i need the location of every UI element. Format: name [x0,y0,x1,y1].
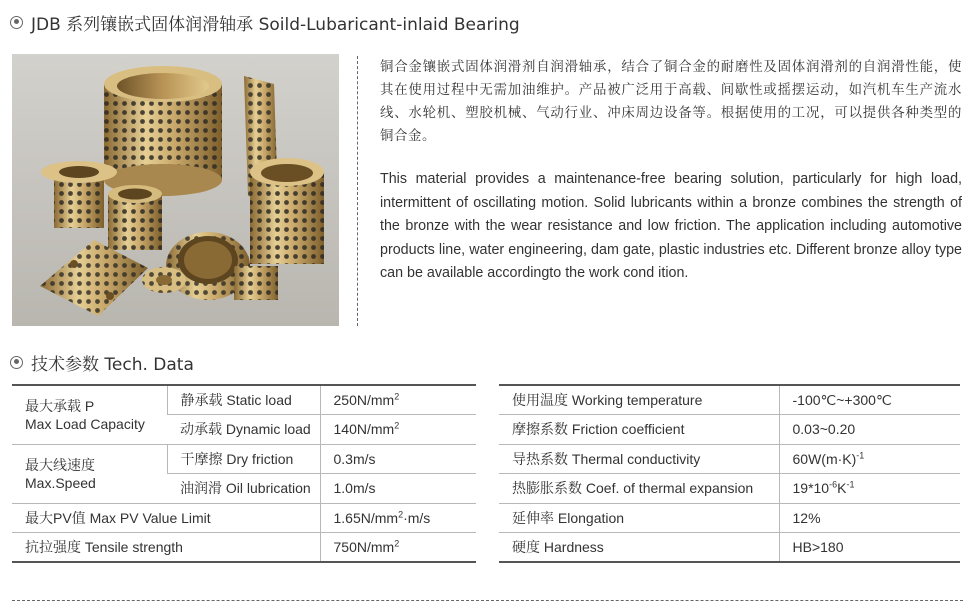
vertical-divider [357,56,358,326]
thrust-washer [142,267,186,293]
tensile-strength-label: 抗拉强度 Tensile strength [12,533,320,563]
friction-coefficient-value: 0.03~0.20 [779,415,960,445]
hardness-value: HB>180 [779,533,960,563]
dry-friction-label: 干摩擦 Dry friction [167,444,320,474]
bearing-product-photo [12,54,339,326]
pv-limit-label: 最大PV值 Max PV Value Limit [12,503,320,533]
description-english: This material provides a maintenance-free bearing solution, particularly for high load, intermittent of oscillating motion. Solid lubricants within a bronze combines the strength of the bronze with the wear resistance and low friction. The application including automotive products line, water engineering, dam gate, plastic industries etc. Different bronze alloy type can be available accordingto the work cond ition. [380,171,962,281]
bearing-photo-illustration [12,54,339,326]
elongation-label: 延伸率 Elongation [499,503,779,533]
pv-limit-value: $1.65N/mm^2\cdot m/s$ [320,503,476,533]
table-row [499,415,960,445]
static-load-label: 静承载 Static load [167,385,320,415]
table-row [499,444,960,474]
bottom-divider [12,600,963,601]
max-load-group-cell [12,385,167,444]
description-chinese: 铜合金镶嵌式固体润滑剂自润滑轴承，结合了铜合金的耐磨性及固体润滑剂的自润滑性能，使其在使用过程中无需加油维护。产品被广泛用于高载、间歇性或摇摆运动，如汽机车生产流水线、水轮机、塑胶机械、气动行业、冲床周边设备等。根据使用的工况，可以提供各种类型的铜合金。 [380,60,962,144]
dynamic-load-label: 动承载 Dynamic load [167,415,320,445]
table-row [499,503,960,533]
table-row [499,385,960,415]
max-load-label-cn: 最大承载 P [25,397,95,414]
table-row [12,385,476,415]
max-load-label-en: Max Load Capacity [25,415,145,432]
max-speed-label-en: Max.Speed [25,474,96,491]
tech-data-title: 技术参数 Tech. Data [31,354,194,375]
oil-lubrication-label: 油润滑 Oil lubrication [167,474,320,504]
dry-friction-value: 0.3m/s [320,444,476,474]
tensile-strength-value: $750N/mm^2$ [320,533,476,563]
working-temperature-label: 使用温度 Working temperature [499,385,779,415]
working-temperature-value: -100℃~+300℃ [779,385,960,415]
section-title-tech-data [10,350,194,374]
thermal-conductivity-label: 导热系数 Thermal conductivity [499,444,779,474]
section-title-product [10,10,520,34]
table-row [12,444,476,474]
oil-lubrication-value: 1.0m/s [320,474,476,504]
thermal-expansion-value: $19*10^{-6}K^{-1}$ [779,474,960,504]
thermal-conductivity-value: $60W(m\cdot K)^{-1}$ [779,444,960,474]
spec-table-right [499,384,960,563]
large-bushing [104,66,222,196]
spec-table-left [12,384,476,563]
hardness-label: 硬度 Hardness [499,533,779,563]
table-row [12,533,476,563]
right-bushing [250,158,324,264]
max-speed-label-cn: 最大线速度 [25,456,95,473]
dynamic-load-value: $140N/mm^2$ [320,415,476,445]
thermal-expansion-label: 热膨胀系数 Coef. of thermal expansion [499,474,779,504]
circle-bullet-icon [10,356,23,369]
circle-bullet-icon [10,16,23,29]
friction-coefficient-label: 摩擦系数 Friction coefficient [499,415,779,445]
table-row [12,503,476,533]
table-row [499,474,960,504]
table-row [499,533,960,563]
guide-block [234,266,278,300]
elongation-value: 12% [779,503,960,533]
medium-bushing [108,185,162,250]
static-load-value: $250N/mm^2$ [320,385,476,415]
max-speed-group-cell [12,444,167,503]
product-title: JDB 系列镶嵌式固体润滑轴承 Soild-Lubaricant-inlaid Bearing [31,14,520,35]
